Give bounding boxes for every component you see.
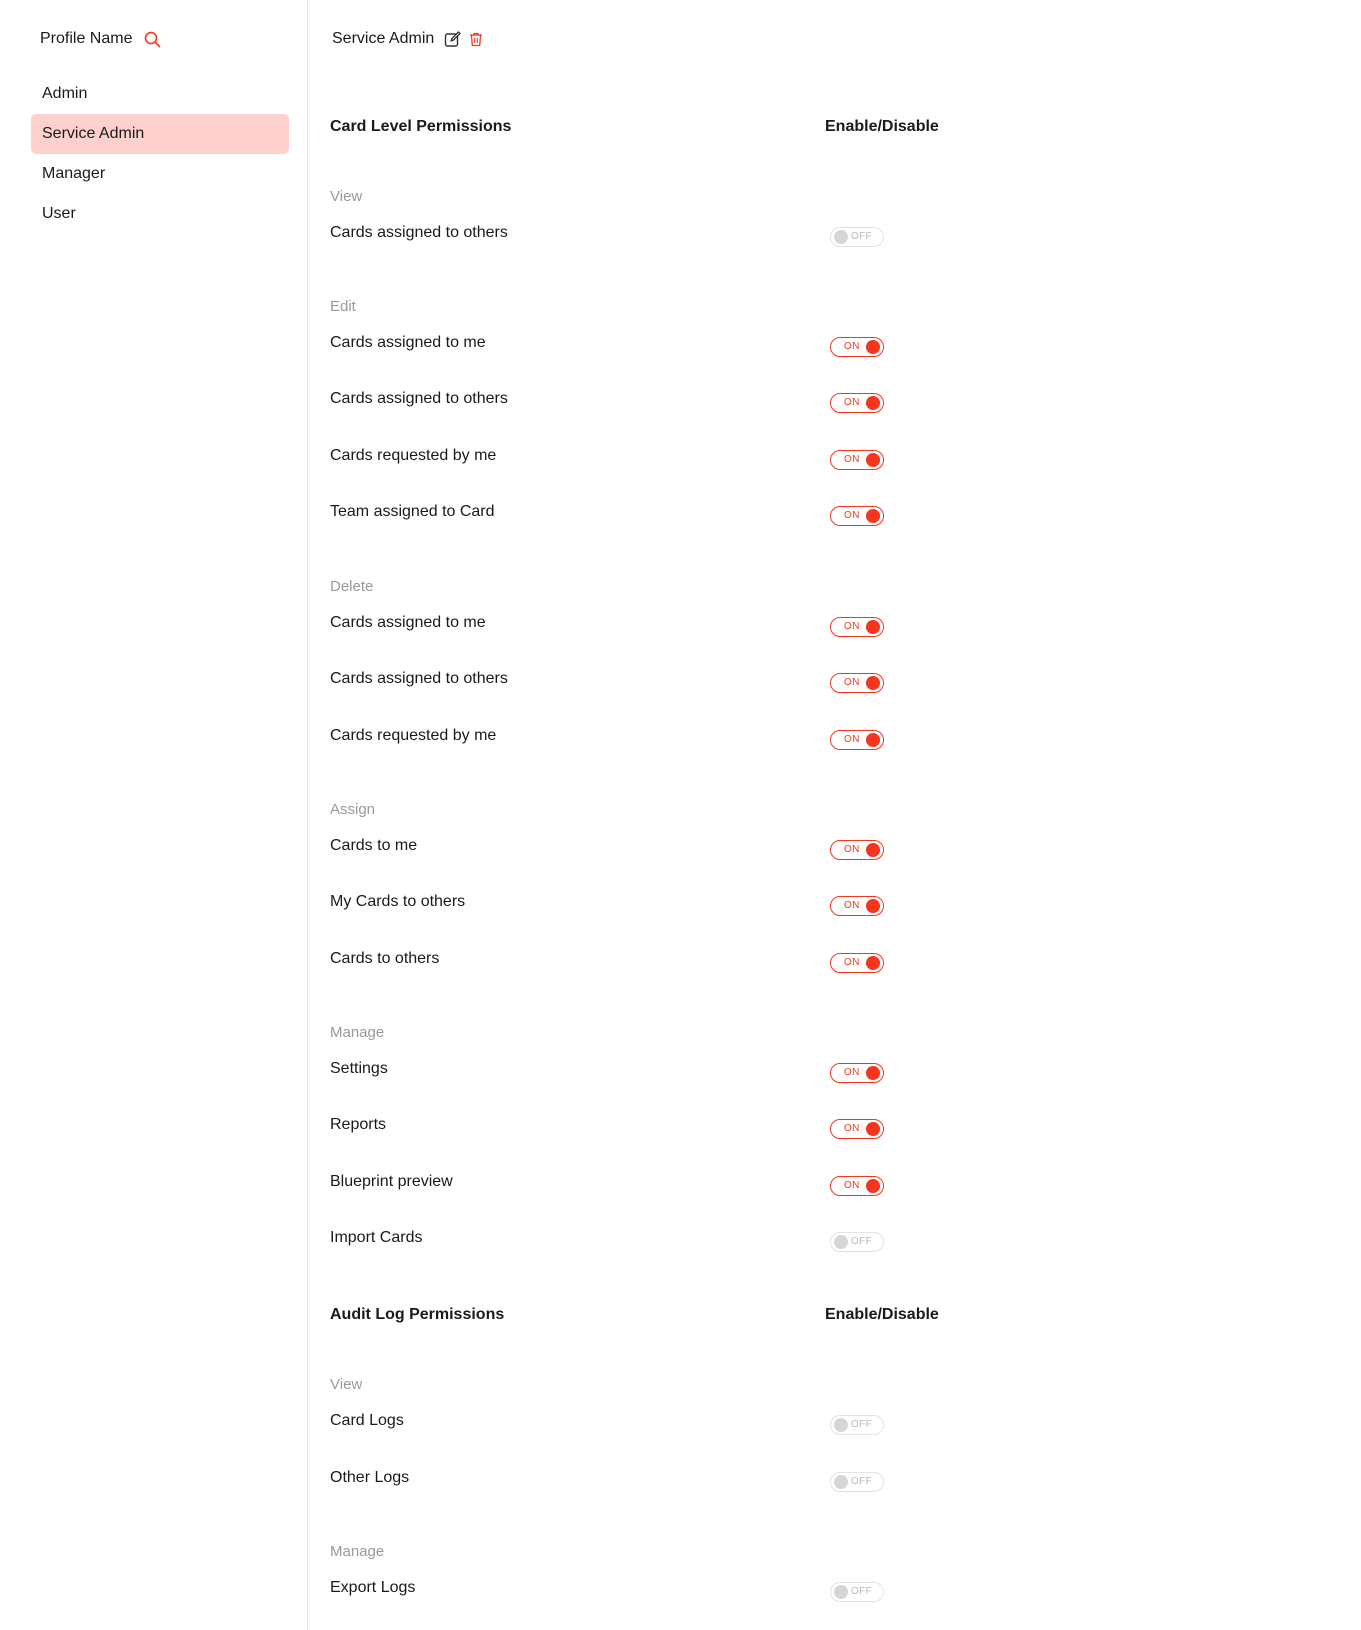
profile-item[interactable]: User <box>42 205 76 222</box>
toggle-knob <box>866 1179 880 1193</box>
permission-label: Import Cards <box>330 1228 423 1246</box>
profile-title: Service Admin <box>332 30 435 47</box>
permission-label: Cards assigned to others <box>330 390 508 408</box>
profile-name-heading: Profile Name <box>40 30 133 47</box>
toggle-state-label: OFF <box>851 1586 872 1597</box>
permission-group-label: Manage <box>330 1024 385 1041</box>
toggle-state-label: ON <box>844 733 860 745</box>
permission-label: Cards assigned to me <box>330 614 486 631</box>
sidebar-header <box>40 30 161 48</box>
permission-toggle[interactable] <box>830 450 884 470</box>
permission-toggle[interactable] <box>830 1582 884 1602</box>
toggle-state-label: OFF <box>851 1235 872 1247</box>
search-icon[interactable] <box>144 31 161 48</box>
section-title: Card Level Permissions <box>330 118 512 135</box>
permission-group-label: View <box>330 1376 363 1393</box>
permission-toggle[interactable] <box>830 1232 884 1252</box>
permission-toggle[interactable] <box>830 953 884 973</box>
permissions-panel <box>309 0 1361 1630</box>
profile-sidebar <box>0 0 308 1630</box>
permission-toggle[interactable] <box>830 673 884 693</box>
permission-label: Cards requested by me <box>330 726 497 744</box>
toggle-knob <box>866 453 880 467</box>
permission-label: Settings <box>330 1060 388 1077</box>
permission-group-label: Assign <box>330 801 376 818</box>
toggle-state-label: ON <box>844 1123 860 1135</box>
toggle-knob <box>866 733 880 747</box>
profile-item[interactable]: Manager <box>42 165 106 182</box>
toggle-state-label: ON <box>844 397 860 409</box>
toggle-state-label: ON <box>844 1067 860 1078</box>
permission-toggle[interactable] <box>830 337 884 357</box>
permission-label: Reports <box>330 1116 387 1134</box>
permission-toggle[interactable] <box>830 1472 884 1492</box>
toggle-state-label: OFF <box>851 231 872 242</box>
permission-label: Cards assigned to me <box>330 334 486 351</box>
permission-label: Cards requested by me <box>330 446 497 464</box>
permission-toggle[interactable] <box>830 1176 884 1196</box>
toggle-state-label: ON <box>844 341 860 352</box>
toggle-knob <box>834 1585 848 1599</box>
toggle-state-label: ON <box>844 956 860 968</box>
permission-label: Cards assigned to others <box>330 224 508 241</box>
toggle-knob <box>866 396 880 410</box>
toggle-knob <box>866 899 880 913</box>
permission-label: Other Logs <box>330 1469 410 1486</box>
permission-group-label: View <box>330 188 363 205</box>
enable-disable-heading: Enable/Disable <box>825 118 939 135</box>
toggle-knob <box>866 1122 880 1136</box>
toggle-knob <box>866 620 880 634</box>
toggle-state-label: ON <box>844 1179 860 1191</box>
section-title: Audit Log Permissions <box>330 1306 505 1323</box>
permission-label: Export Logs <box>330 1579 416 1596</box>
toggle-knob <box>866 509 880 523</box>
toggle-knob <box>866 843 880 857</box>
toggle-knob <box>866 956 880 970</box>
toggle-state-label: ON <box>844 509 860 521</box>
trash-icon[interactable] <box>469 32 483 47</box>
toggle-knob <box>866 340 880 354</box>
permission-toggle[interactable] <box>830 1063 884 1083</box>
toggle-state-label: ON <box>844 900 860 912</box>
toggle-state-label: OFF <box>851 1419 872 1430</box>
toggle-knob <box>866 1066 880 1080</box>
toggle-state-label: ON <box>844 844 860 855</box>
toggle-state-label: ON <box>844 677 860 689</box>
permission-toggle[interactable] <box>830 896 884 916</box>
permission-toggle[interactable] <box>830 617 884 637</box>
permission-toggle[interactable] <box>830 1119 884 1139</box>
permission-toggle[interactable] <box>830 393 884 413</box>
permission-label: Cards to me <box>330 837 418 854</box>
profile-list <box>31 74 289 234</box>
toggle-knob <box>834 230 848 244</box>
toggle-state-label: OFF <box>851 1476 872 1487</box>
permission-label: Cards to others <box>330 949 440 967</box>
profile-item[interactable]: Admin <box>42 85 88 102</box>
permission-label: Cards assigned to others <box>330 670 508 688</box>
permission-label: Card Logs <box>330 1412 404 1429</box>
toggle-knob <box>866 676 880 690</box>
permission-toggle[interactable] <box>830 840 884 860</box>
edit-icon[interactable] <box>444 31 461 48</box>
permission-toggle[interactable] <box>830 227 884 247</box>
enable-disable-heading: Enable/Disable <box>825 1306 939 1323</box>
toggle-knob <box>834 1235 848 1249</box>
profile-item[interactable]: Service Admin <box>31 114 289 154</box>
permission-label: Team assigned to Card <box>330 502 495 520</box>
profile-header <box>332 30 483 48</box>
toggle-knob <box>834 1475 848 1489</box>
permission-label: Blueprint preview <box>330 1172 453 1190</box>
toggle-knob <box>834 1418 848 1432</box>
permission-toggle[interactable] <box>830 1415 884 1435</box>
toggle-state-label: ON <box>844 621 860 632</box>
permission-group-label: Delete <box>330 578 374 595</box>
permission-group-label: Manage <box>330 1543 385 1560</box>
toggle-state-label: ON <box>844 453 860 465</box>
permission-toggle[interactable] <box>830 506 884 526</box>
permission-group-label: Edit <box>330 298 356 315</box>
permission-toggle[interactable] <box>830 730 884 750</box>
permission-label: My Cards to others <box>330 893 466 911</box>
